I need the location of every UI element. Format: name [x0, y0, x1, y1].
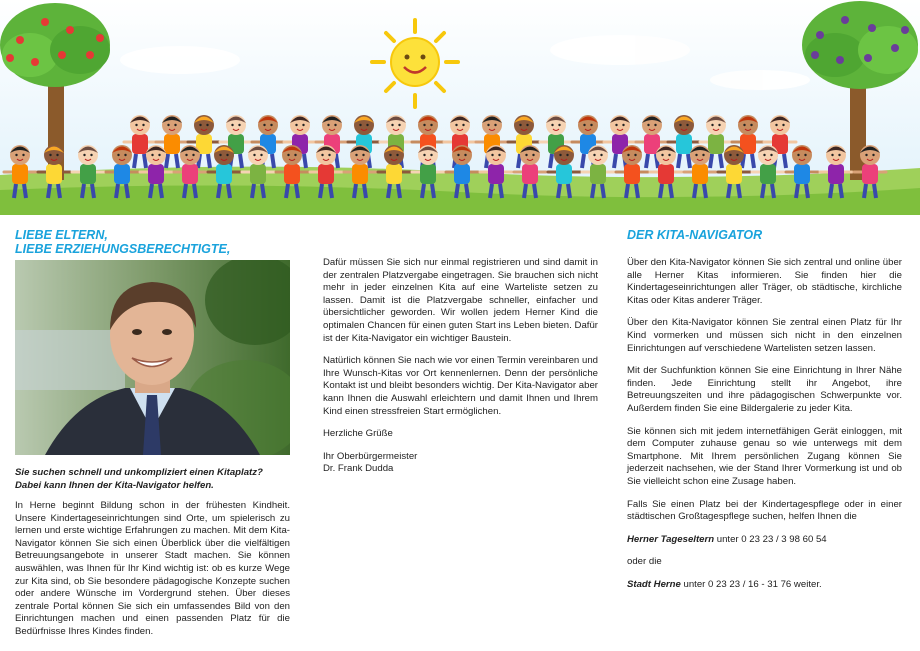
contact-phone: 0 23 23 / 3 98 60 54 [741, 533, 827, 545]
middle-paragraph-1: Dafür müssen Sie sich nur einmal registrieren und sind damit in der zentralen Platzvergabe eingetragen. Sie brauchen sich nicht mehr in jeder einzelnen Kita auf eine Warteliste setzen zu lassen. Damit ist die Platzvergabe schneller, einfacher und übersichtlicher geworden. Wir wollen jedem Herner Kind die optimalen Chancen für einen guten Start ins Leben bieten. Dafür ist der Kita-Navigator ein wichtiger Baustein. [323, 257, 598, 344]
right-paragraph-4: Sie können sich mit jedem internetfähigen Gerät einloggen, mit dem Computer zuhause genau so wie unterwegs mit dem Smartphone. Mit Ihrem persönlichen Zugang können Sie jederzeit nachsehen, wie der Stand Ihrer Vormerkung ist und ob Sie vielleicht schon eine Zusage haben. [627, 425, 902, 487]
intro-line-2: Dabei kann Ihnen der Kita-Navigator helfen. [15, 480, 214, 491]
contact-name: Herner Tageseltern [627, 533, 715, 545]
mayor-portrait-photo [15, 260, 290, 455]
contact-connector: unter [714, 533, 742, 545]
right-paragraph-1: Über den Kita-Navigator können Sie sich zentral und online über alle Herner Kitas informieren. Sie finden hier die Kindertageseinrichtungen aller Träger, ob städtische, kirchliche Kitas oder Kitas anderer Träger. [627, 257, 902, 306]
contact-stadt-herne [627, 579, 902, 592]
middle-paragraph-2: Natürlich können Sie nach wie vor einen Termin vereinbaren und Ihre Wunsch-Kitas vor Ort kennenlernen. Denn der persönliche Kontakt ist und bleibt besonders wichtig. Der Kita-Navigator aber kann Ihnen die Auswahl erleichtern und damit Ihnen und Ihrem Kind einen stressfreien Start ermöglichen. [323, 355, 598, 417]
contact-tail: weiter. [791, 578, 822, 590]
middle-column [323, 257, 598, 476]
heading-line-1: LIEBE ELTERN, [15, 228, 108, 242]
contact-connector: unter [680, 578, 709, 590]
left-paragraph: In Herne beginnt Bildung schon in der frühesten Kindheit. Unsere Kindertageseinrichtungen sind Orte, um spielerisch zu lernen und erste wichtige Erfahrungen zu machen. Mit dem Kita-Navigator können Sie sich einen Überblick über die vielfältigen Betreuungsangebote in unserer Stadt machen. Sie können auswählen, was Ihnen für Ihr Kind wichtig ist: ob es kurze Wege zur Kita sind, ob Sie besondere pädagogische Konzepte suchen oder andere Wünsche im Vordergrund stehen. Über dieses zentrale Portal können Sie sich ein umfassendes Bild von den Einrichtungen machen und einen passenden Platz für die Bedürfnisse Ihres Kindes finden. [15, 500, 290, 637]
contact-tageseltern [627, 534, 902, 547]
right-paragraph-2: Über den Kita-Navigator können Sie zentral einen Platz für Ihr Kind vormerken und müssen sich nicht in den einzelnen Einrichtungen auf verschiedene Wartelisten setzen lassen. [627, 317, 902, 354]
heading-line-2: LIEBE ERZIEHUNGSBERECHTIGTE, [15, 242, 231, 256]
intro-line-1: Sie suchen schnell und unkompliziert einen Kitaplatz? [15, 467, 263, 478]
intro-question [15, 466, 290, 492]
signature-role: Ihr Oberbürgermeister [323, 450, 418, 462]
right-paragraph-3: Mit der Suchfunktion können Sie eine Einrichtung in Ihrer Nähe finden. Jede Einrichtung stellt ihr Angebot, ihre Betreuungszeiten und ihre pädagogischen Schwerpunkte vor. Außerdem finden Sie eine Bildergalerie zu jeder Kita. [627, 365, 902, 414]
kita-navigator-heading: DER KITA-NAVIGATOR [627, 228, 763, 242]
signature-name: Dr. Frank Dudda [323, 463, 394, 475]
greeting-closing: Herzliche Grüße [323, 428, 393, 440]
kids-banner-illustration [0, 0, 920, 215]
greeting-heading [15, 228, 290, 256]
contact-or: oder die [627, 556, 662, 568]
right-column [627, 257, 902, 601]
right-paragraph-5: Falls Sie einen Platz bei der Kindertagespflege oder in einer städtischen Großtagespflege suchen, helfen Ihnen die [627, 498, 902, 523]
left-body-text [15, 500, 290, 649]
contact-name: Stadt Herne [627, 578, 681, 590]
signature-block [323, 451, 598, 476]
contact-phone: 0 23 23 / 16 - 31 76 [708, 578, 792, 590]
